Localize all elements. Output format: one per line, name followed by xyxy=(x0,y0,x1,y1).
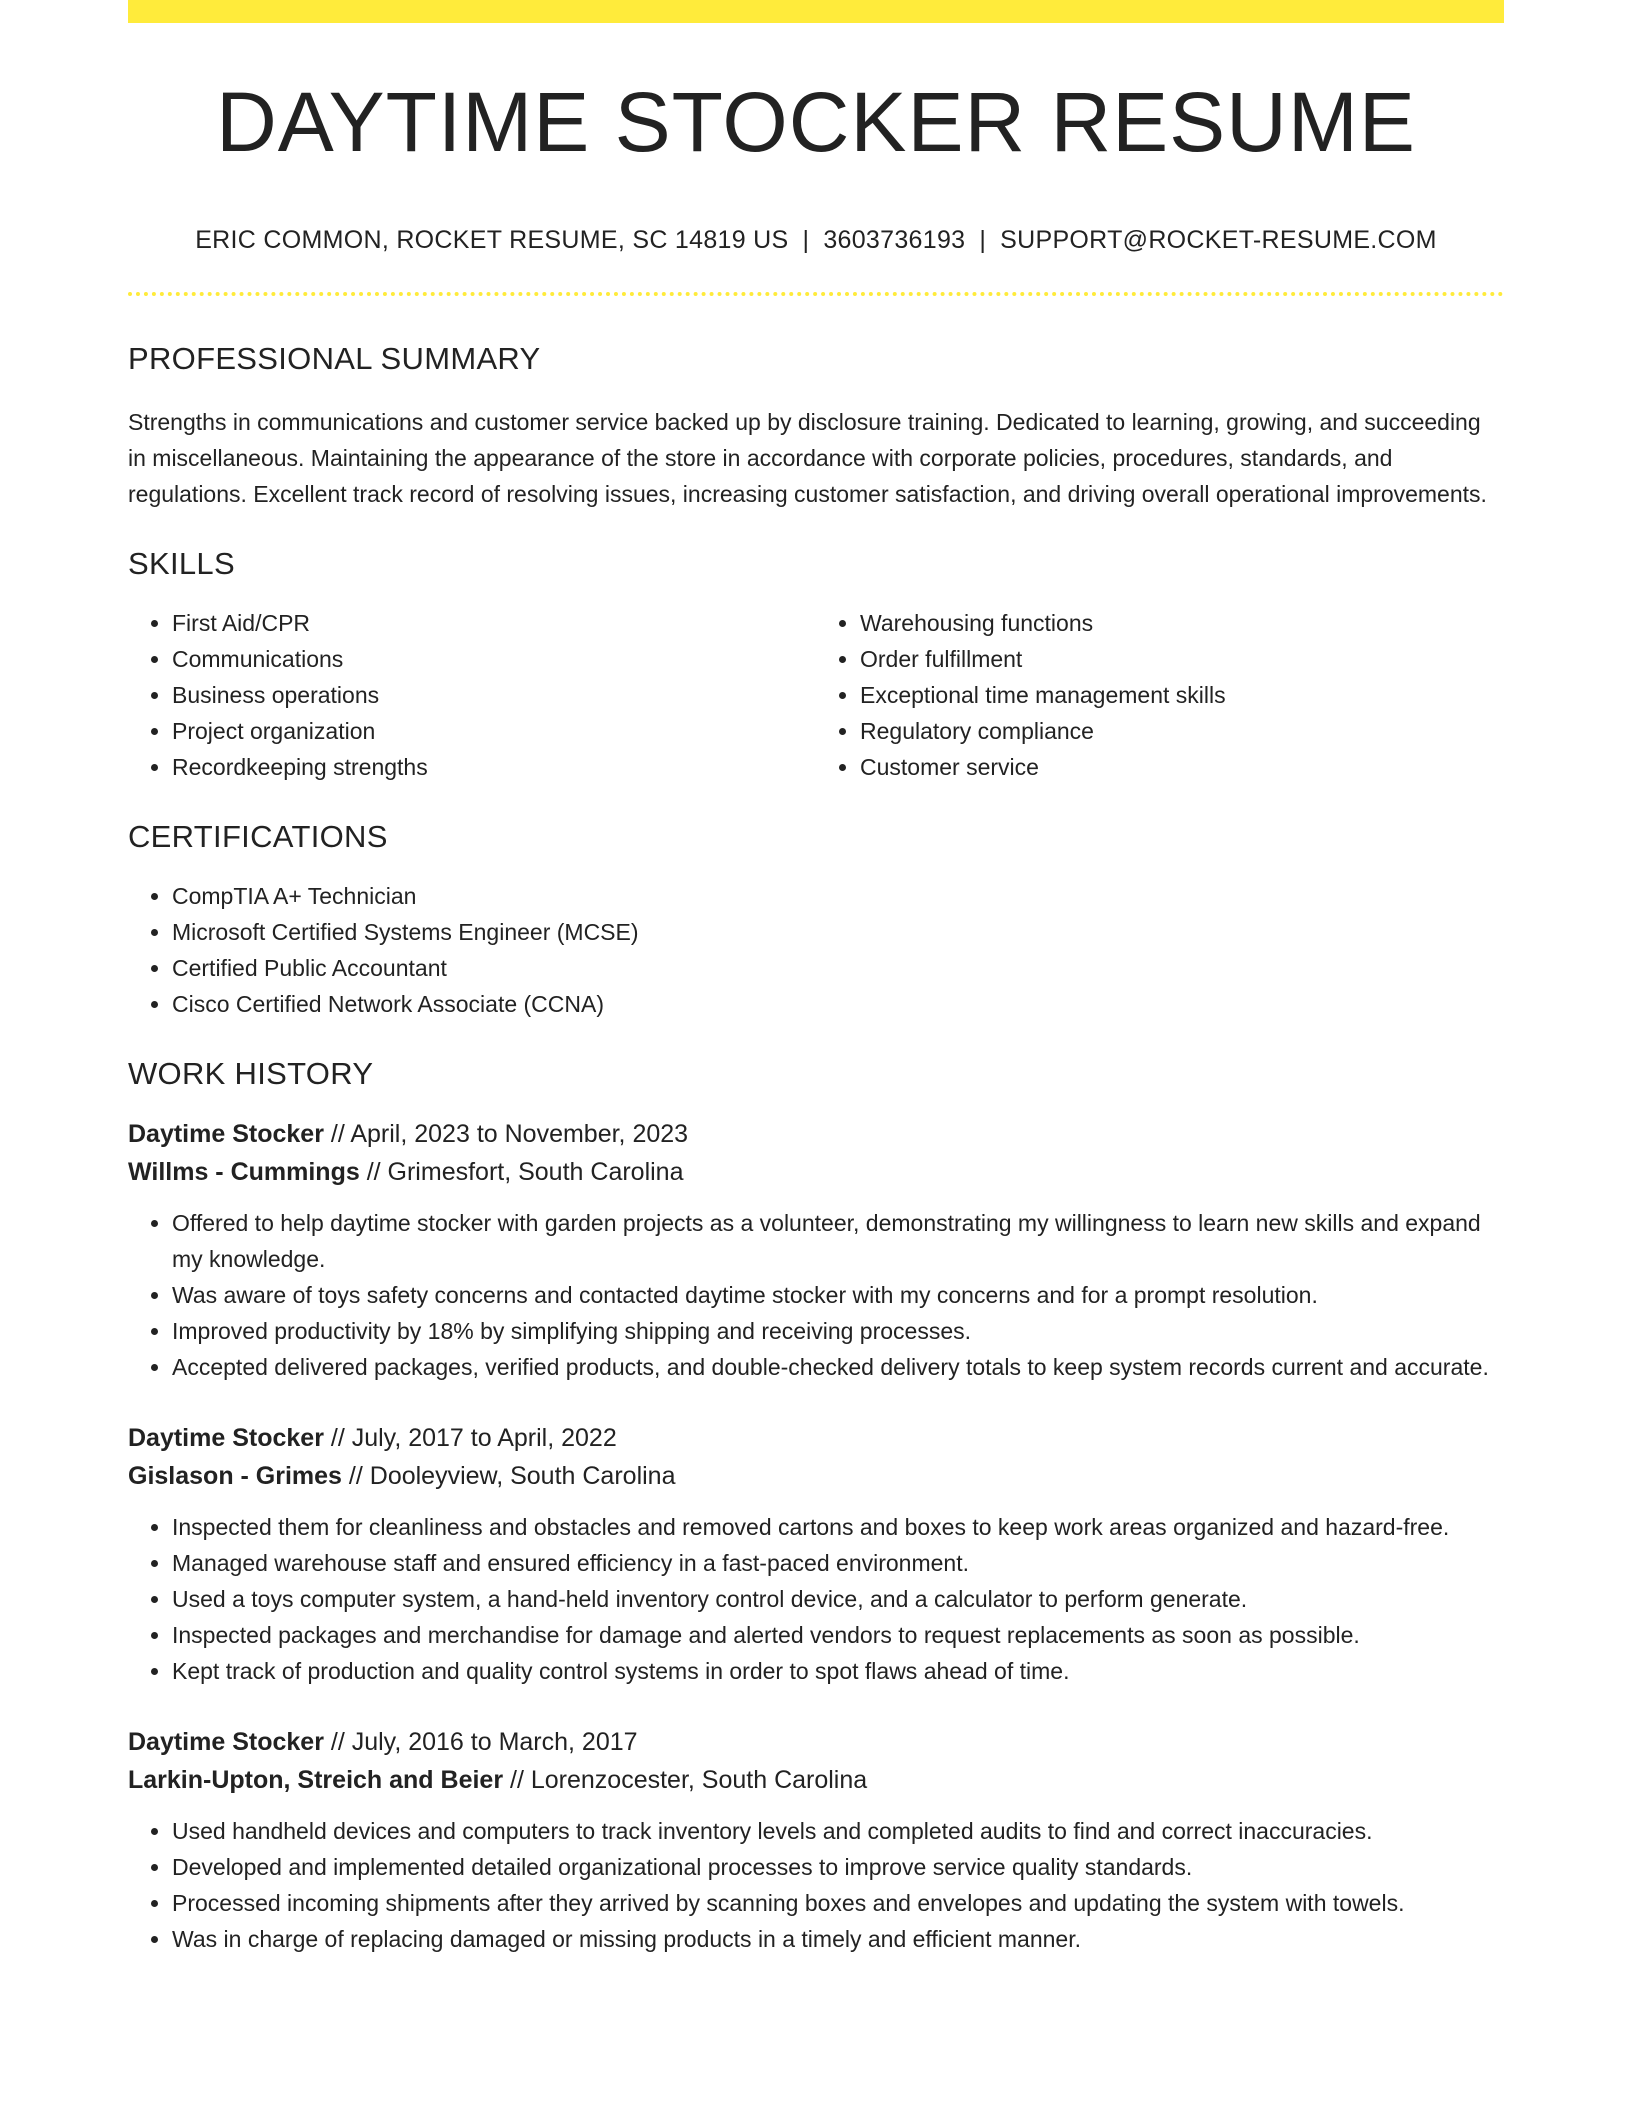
contact-email: SUPPORT@ROCKET-RESUME.COM xyxy=(1000,226,1437,254)
job-dates: // July, 2017 to April, 2022 xyxy=(330,1424,617,1452)
skill-item: • First Aid/CPR xyxy=(172,605,816,641)
job-company-line xyxy=(128,1761,1504,1799)
certification-item: • CompTIA A+ Technician xyxy=(172,878,1504,914)
certification-item: • Cisco Certified Network Associate (CCNA) xyxy=(172,986,1504,1022)
job-entry xyxy=(128,1419,1504,1689)
job-bullet: • Inspected packages and merchandise for damage and alerted vendors to request replacements as soon as possible. xyxy=(172,1617,1504,1653)
job-company: Willms - Cummings xyxy=(128,1158,360,1186)
skill-item: • Order fulfillment xyxy=(860,641,1504,677)
job-bullet: • Improved productivity by 18% by simplifying shipping and receiving processes. xyxy=(172,1313,1504,1349)
skill-item: • Communications xyxy=(172,641,816,677)
job-bullet: • Managed warehouse staff and ensured efficiency in a fast-paced environment. xyxy=(172,1545,1504,1581)
certifications-list xyxy=(128,878,1504,1022)
job-company: Larkin-Upton, Streich and Beier xyxy=(128,1766,504,1794)
job-bullet: • Accepted delivered packages, verified products, and double-checked delivery totals to keep system records current and accurate. xyxy=(172,1349,1504,1385)
job-dates: // July, 2016 to March, 2017 xyxy=(330,1728,638,1756)
summary-heading: PROFESSIONAL SUMMARY xyxy=(128,341,541,376)
contact-phone: 3603736193 xyxy=(823,226,966,254)
job-bullet: • Used a toys computer system, a hand-held inventory control device, and a calculator to perform generate. xyxy=(172,1581,1504,1617)
skills-heading: SKILLS xyxy=(128,546,235,581)
job-title-line xyxy=(128,1723,1504,1761)
job-bullet: • Was aware of toys safety concerns and contacted daytime stocker with my concerns and for a prompt resolution. xyxy=(172,1277,1504,1313)
job-bullet: • Kept track of production and quality control systems in order to spot flaws ahead of time. xyxy=(172,1653,1504,1689)
contact-separator: | xyxy=(802,226,810,254)
job-title-line xyxy=(128,1419,1504,1457)
job-entry xyxy=(128,1115,1504,1385)
skill-item: • Regulatory compliance xyxy=(860,713,1504,749)
job-role: Daytime Stocker xyxy=(128,1120,324,1148)
contact-line xyxy=(128,228,1504,253)
job-bullet: • Used handheld devices and computers to track inventory levels and completed audits to find and correct inaccuracies. xyxy=(172,1813,1504,1849)
contact-separator: | xyxy=(979,226,987,254)
job-bullets xyxy=(128,1813,1504,1957)
resume-page xyxy=(128,0,1504,1957)
summary-text: Strengths in communications and customer service backed up by disclosure training. Dedicated to learning, growing, and succeeding in miscellaneous. Maintaining the appearance of the store in accordance with corporate policies, procedures, standards, and regulations. Excellent track record of resolving issues, increasing customer satisfaction, and driving overall operational improvements. xyxy=(128,409,1487,507)
job-role: Daytime Stocker xyxy=(128,1728,324,1756)
skills-list-left xyxy=(128,605,816,785)
accent-bar xyxy=(128,0,1504,23)
job-bullet: • Developed and implemented detailed organizational processes to improve service quality standards. xyxy=(172,1849,1504,1885)
job-dates: // April, 2023 to November, 2023 xyxy=(330,1120,689,1148)
page-title: DAYTIME STOCKER RESUME xyxy=(216,75,1416,169)
job-location: // Grimesfort, South Carolina xyxy=(366,1158,684,1186)
skill-item: • Customer service xyxy=(860,749,1504,785)
job-location: // Dooleyview, South Carolina xyxy=(348,1462,676,1490)
job-bullet: • Was in charge of replacing damaged or missing products in a timely and efficient manner. xyxy=(172,1921,1504,1957)
skill-item: • Warehousing functions xyxy=(860,605,1504,641)
job-entry xyxy=(128,1723,1504,1957)
skill-item: • Project organization xyxy=(172,713,816,749)
job-company-line xyxy=(128,1153,1504,1191)
certification-item: • Certified Public Accountant xyxy=(172,950,1504,986)
skill-item: • Recordkeeping strengths xyxy=(172,749,816,785)
dotted-divider xyxy=(128,292,1504,296)
work-history-heading: WORK HISTORY xyxy=(128,1056,374,1091)
skills-grid xyxy=(128,605,1504,785)
contact-address: ERIC COMMON, ROCKET RESUME, SC 14819 US xyxy=(195,226,789,254)
job-bullet: • Inspected them for cleanliness and obstacles and removed cartons and boxes to keep work areas organized and hazard-free. xyxy=(172,1509,1504,1545)
job-bullets xyxy=(128,1509,1504,1689)
job-role: Daytime Stocker xyxy=(128,1424,324,1452)
skill-item: • Exceptional time management skills xyxy=(860,677,1504,713)
job-company: Gislason - Grimes xyxy=(128,1462,342,1490)
job-company-line xyxy=(128,1457,1504,1495)
certifications-heading: CERTIFICATIONS xyxy=(128,819,388,854)
skills-list-right xyxy=(816,605,1504,785)
job-bullet: • Processed incoming shipments after they arrived by scanning boxes and envelopes and updating the system with towels. xyxy=(172,1885,1504,1921)
certification-item: • Microsoft Certified Systems Engineer (MCSE) xyxy=(172,914,1504,950)
job-bullet: • Offered to help daytime stocker with garden projects as a volunteer, demonstrating my willingness to learn new skills and expand my knowledge. xyxy=(172,1205,1504,1277)
job-title-line xyxy=(128,1115,1504,1153)
job-location: // Lorenzocester, South Carolina xyxy=(510,1766,868,1794)
job-bullets xyxy=(128,1205,1504,1385)
skill-item: • Business operations xyxy=(172,677,816,713)
